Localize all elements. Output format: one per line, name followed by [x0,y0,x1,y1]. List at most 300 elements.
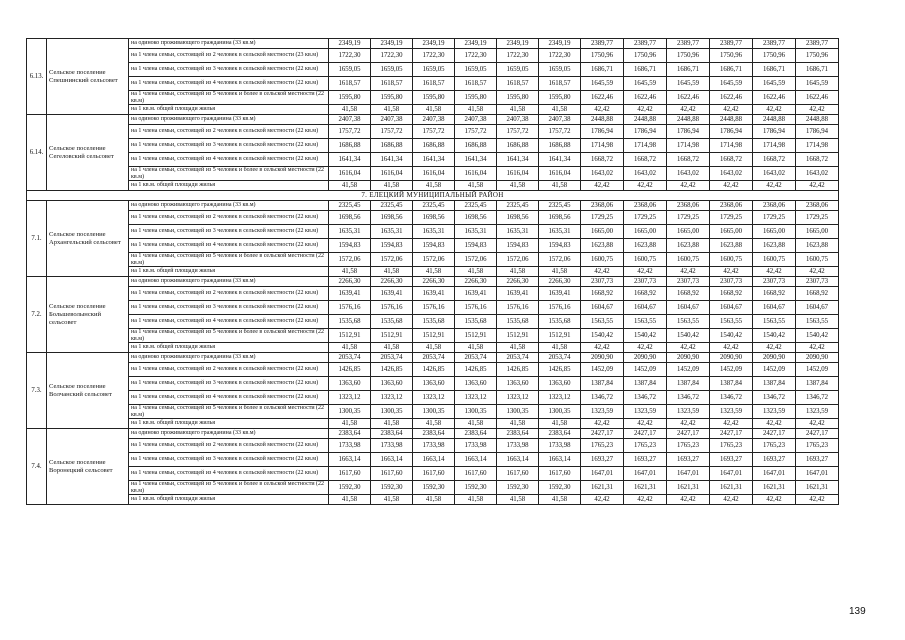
value-cell: 41,58 [497,495,539,505]
value-cell: 1622,46 [753,91,796,105]
table-row [27,63,839,77]
value-cell: 1665,00 [710,225,753,239]
value-cell: 1592,30 [497,481,539,495]
value-cell: 2266,30 [497,277,539,287]
value-cell: 42,42 [624,105,667,115]
value-cell: 1363,60 [413,377,455,391]
value-cell: 41,58 [413,495,455,505]
value-cell: 1668,72 [667,153,710,167]
value-cell: 1643,02 [710,167,753,181]
value-cell: 1621,31 [667,481,710,495]
value-cell: 2325,45 [371,201,413,211]
value-cell: 41,58 [455,105,497,115]
value-cell: 1426,85 [371,363,413,377]
value-cell: 1668,72 [796,153,839,167]
value-cell: 1647,01 [710,467,753,481]
table-row [27,91,839,105]
value-cell: 1729,25 [581,211,624,225]
value-cell: 1594,83 [329,239,371,253]
value-cell: 2090,90 [753,353,796,363]
value-cell: 1733,98 [455,439,497,453]
table-row [27,77,839,91]
value-cell: 1617,60 [539,467,581,481]
value-cell: 41,58 [497,105,539,115]
value-cell: 1659,05 [455,63,497,77]
value-cell: 41,58 [455,343,497,353]
value-cell: 1622,46 [796,91,839,105]
value-cell: 1512,91 [329,329,371,343]
value-cell: 1693,27 [581,453,624,467]
value-cell: 1535,68 [497,315,539,329]
value-cell: 1540,42 [710,329,753,343]
table-row [27,467,839,481]
value-cell: 42,42 [581,419,624,429]
value-cell: 1668,72 [753,153,796,167]
value-cell: 1592,30 [413,481,455,495]
value-cell: 1659,05 [371,63,413,77]
value-cell: 2090,90 [581,353,624,363]
value-cell: 1750,96 [624,49,667,63]
value-cell: 1635,31 [371,225,413,239]
table-row [27,481,839,495]
value-cell: 41,58 [413,181,455,191]
value-cell: 2266,30 [455,277,497,287]
value-cell: 41,58 [455,419,497,429]
value-cell: 2407,38 [413,115,455,125]
value-cell: 1452,09 [581,363,624,377]
value-cell: 1592,30 [329,481,371,495]
value-cell: 1426,85 [455,363,497,377]
value-cell: 2389,77 [581,39,624,49]
table-row [27,405,839,419]
value-cell: 1616,04 [497,167,539,181]
housing-cost-table [26,38,839,505]
value-cell: 41,58 [497,419,539,429]
value-cell: 1300,35 [329,405,371,419]
value-cell: 41,58 [329,419,371,429]
value-cell: 1387,84 [624,377,667,391]
value-cell: 2266,30 [539,277,581,287]
value-cell: 1535,68 [329,315,371,329]
value-cell: 1686,71 [624,63,667,77]
value-cell: 1323,12 [371,391,413,405]
value-cell: 1659,05 [497,63,539,77]
value-cell: 1698,56 [371,211,413,225]
value-cell: 1665,00 [581,225,624,239]
value-cell: 1635,31 [329,225,371,239]
value-cell: 41,58 [539,181,581,191]
value-cell: 42,42 [667,495,710,505]
value-cell: 1750,96 [753,49,796,63]
value-cell: 1595,80 [455,91,497,105]
value-cell: 2389,77 [667,39,710,49]
value-cell: 1563,55 [753,315,796,329]
row-description: на 1 члена семьи, состоящей из 2 человек в сельской местности (22 кв.м) [129,363,329,377]
value-cell: 1594,83 [371,239,413,253]
value-cell: 42,42 [710,105,753,115]
row-description: на одиноко проживающего гражданина (33 кв.м) [129,429,329,439]
value-cell: 1563,55 [581,315,624,329]
value-cell: 1563,55 [667,315,710,329]
value-cell: 1563,55 [796,315,839,329]
value-cell: 2427,17 [667,429,710,439]
table-row [27,301,839,315]
value-cell: 1616,04 [539,167,581,181]
value-cell: 41,58 [413,419,455,429]
value-cell: 1698,56 [497,211,539,225]
value-cell: 1540,42 [581,329,624,343]
value-cell: 1592,30 [455,481,497,495]
table-row [27,153,839,167]
value-cell: 1300,35 [539,405,581,419]
value-cell: 2427,17 [710,429,753,439]
row-description: на 1 члена семьи, состоящей из 2 человек в сельской местности (23 кв.м) [129,49,329,63]
value-cell: 1512,91 [371,329,413,343]
value-cell: 1641,34 [455,153,497,167]
value-cell: 1621,31 [796,481,839,495]
value-cell: 1595,80 [371,91,413,105]
value-cell: 42,42 [796,419,839,429]
value-cell: 1323,12 [539,391,581,405]
value-cell: 1387,84 [581,377,624,391]
value-cell: 1387,84 [710,377,753,391]
value-cell: 1576,16 [455,301,497,315]
row-description: на 1 члена семьи, состоящей из 5 человек и более в сельской местности (22 кв.м) [129,167,329,181]
value-cell: 41,58 [329,181,371,191]
value-cell: 2053,74 [497,353,539,363]
value-cell: 42,42 [624,267,667,277]
value-cell: 42,42 [624,495,667,505]
value-cell: 1750,96 [796,49,839,63]
value-cell: 1714,98 [667,139,710,153]
value-cell: 2090,90 [796,353,839,363]
table-row [27,439,839,453]
value-cell: 1346,72 [753,391,796,405]
value-cell: 1540,42 [753,329,796,343]
row-description: на 1 члена семьи, состоящей из 4 человек в сельской местности (22 кв.м) [129,77,329,91]
value-cell: 2307,73 [581,277,624,287]
value-cell: 1617,60 [497,467,539,481]
table-row [27,39,839,49]
value-cell: 2407,38 [539,115,581,125]
value-cell: 2407,38 [371,115,413,125]
settlement-number: 7.1. [27,201,47,277]
value-cell: 42,42 [667,181,710,191]
value-cell: 1616,04 [455,167,497,181]
value-cell: 1512,91 [455,329,497,343]
value-cell: 1686,88 [455,139,497,153]
table-row [27,453,839,467]
value-cell: 1604,67 [753,301,796,315]
settlement-number: 7.2. [27,277,47,353]
value-cell: 1693,27 [667,453,710,467]
value-cell: 1750,96 [710,49,753,63]
value-cell: 1600,75 [796,253,839,267]
value-cell: 1714,98 [796,139,839,153]
value-cell: 1757,72 [455,125,497,139]
table-row [27,201,839,211]
value-cell: 1647,01 [796,467,839,481]
value-cell: 41,58 [539,495,581,505]
value-cell: 2090,90 [624,353,667,363]
value-cell: 1786,94 [710,125,753,139]
value-cell: 1643,02 [624,167,667,181]
value-cell: 1387,84 [796,377,839,391]
settlement-name: Сельское поселение Архангельский сельсовет [47,201,129,277]
row-description: на 1 члена семьи, состоящей из 2 человек в сельской местности (22 кв.м) [129,287,329,301]
value-cell: 2349,19 [413,39,455,49]
value-cell: 2325,45 [455,201,497,211]
value-cell: 2307,73 [667,277,710,287]
value-cell: 2325,45 [497,201,539,211]
value-cell: 1572,06 [329,253,371,267]
row-description: на 1 члена семьи, состоящей из 3 человек в сельской местности (22 кв.м) [129,301,329,315]
value-cell: 1622,46 [624,91,667,105]
value-cell: 1641,34 [371,153,413,167]
value-cell: 1621,31 [710,481,753,495]
value-cell: 1665,00 [667,225,710,239]
value-cell: 1722,30 [371,49,413,63]
value-cell: 2349,19 [539,39,581,49]
value-cell: 41,58 [455,495,497,505]
value-cell: 1346,72 [624,391,667,405]
table-row [27,181,839,191]
value-cell: 1786,94 [581,125,624,139]
value-cell: 42,42 [753,495,796,505]
value-cell: 1639,41 [329,287,371,301]
value-cell: 2325,45 [413,201,455,211]
value-cell: 1663,14 [413,453,455,467]
value-cell: 2349,19 [497,39,539,49]
value-cell: 1323,59 [667,405,710,419]
value-cell: 1387,84 [753,377,796,391]
value-cell: 1686,88 [371,139,413,153]
table-row [27,253,839,267]
value-cell: 1346,72 [667,391,710,405]
value-cell: 41,58 [371,105,413,115]
value-cell: 1663,14 [371,453,413,467]
value-cell: 1426,85 [329,363,371,377]
value-cell: 1665,00 [753,225,796,239]
value-cell: 1595,80 [497,91,539,105]
row-description: на одиноко проживающего гражданина (33 кв.м) [129,277,329,287]
value-cell: 1647,01 [624,467,667,481]
value-cell: 1668,92 [796,287,839,301]
value-cell: 1572,06 [497,253,539,267]
value-cell: 1663,14 [539,453,581,467]
value-cell: 1733,98 [413,439,455,453]
value-cell: 1540,42 [796,329,839,343]
value-cell: 1594,83 [539,239,581,253]
value-cell: 42,42 [753,343,796,353]
value-cell: 1535,68 [455,315,497,329]
value-cell: 1765,23 [753,439,796,453]
value-cell: 1729,25 [753,211,796,225]
value-cell: 1576,16 [539,301,581,315]
value-cell: 1639,41 [497,287,539,301]
value-cell: 1617,60 [371,467,413,481]
value-cell: 2266,30 [371,277,413,287]
table-row [27,329,839,343]
value-cell: 2325,45 [539,201,581,211]
value-cell: 2307,73 [710,277,753,287]
row-description: на 1 члена семьи, состоящей из 5 человек и более в сельской местности (22 кв.м) [129,91,329,105]
value-cell: 1563,55 [624,315,667,329]
table-row [27,139,839,153]
value-cell: 1600,75 [667,253,710,267]
value-cell: 42,42 [753,105,796,115]
value-cell: 42,42 [796,181,839,191]
value-cell: 1786,94 [753,125,796,139]
table-row [27,267,839,277]
value-cell: 41,58 [371,267,413,277]
value-cell: 1757,72 [413,125,455,139]
value-cell: 1512,91 [413,329,455,343]
value-cell: 2325,45 [329,201,371,211]
table-row [27,429,839,439]
value-cell: 2266,30 [413,277,455,287]
value-cell: 42,42 [581,495,624,505]
value-cell: 2389,77 [796,39,839,49]
value-cell: 1323,12 [497,391,539,405]
value-cell: 2448,88 [796,115,839,125]
value-cell: 1594,83 [497,239,539,253]
page-number: 139 [849,606,866,617]
value-cell: 1668,92 [581,287,624,301]
value-cell: 1643,02 [796,167,839,181]
value-cell: 1668,92 [624,287,667,301]
value-cell: 2427,17 [796,429,839,439]
value-cell: 1645,59 [796,77,839,91]
value-cell: 1722,30 [329,49,371,63]
value-cell: 1604,67 [710,301,753,315]
value-cell: 2053,74 [371,353,413,363]
value-cell: 1363,60 [329,377,371,391]
value-cell: 1686,71 [796,63,839,77]
table-row [27,343,839,353]
value-cell: 2448,88 [710,115,753,125]
value-cell: 1668,72 [624,153,667,167]
value-cell: 2368,06 [710,201,753,211]
value-cell: 1665,00 [624,225,667,239]
value-cell: 1693,27 [710,453,753,467]
value-cell: 1594,83 [413,239,455,253]
section-title: 7. ЕЛЕЦКИЙ МУНИЦИПАЛЬНЫЙ РАЙОН [27,191,839,201]
value-cell: 1512,91 [539,329,581,343]
table-row [27,315,839,329]
row-description: на 1 члена семьи, состоящей из 3 человек в сельской местности (22 кв.м) [129,139,329,153]
value-cell: 1641,34 [329,153,371,167]
row-description: на 1 кв.м. общей площади жилья [129,343,329,353]
value-cell: 1600,75 [581,253,624,267]
value-cell: 1765,23 [796,439,839,453]
value-cell: 2383,64 [539,429,581,439]
value-cell: 1786,94 [624,125,667,139]
value-cell: 1639,41 [455,287,497,301]
value-cell: 1693,27 [753,453,796,467]
table-row [27,239,839,253]
value-cell: 2090,90 [667,353,710,363]
row-description: на 1 члена семьи, состоящей из 3 человек в сельской местности (22 кв.м) [129,377,329,391]
value-cell: 1663,14 [329,453,371,467]
value-cell: 1765,23 [667,439,710,453]
value-cell: 1622,46 [581,91,624,105]
value-cell: 1323,12 [455,391,497,405]
value-cell: 1323,59 [710,405,753,419]
value-cell: 1621,31 [753,481,796,495]
table-row [27,363,839,377]
value-cell: 41,58 [371,495,413,505]
value-cell: 1452,09 [710,363,753,377]
value-cell: 1535,68 [371,315,413,329]
value-cell: 1757,72 [539,125,581,139]
value-cell: 1426,85 [413,363,455,377]
value-cell: 1576,16 [329,301,371,315]
value-cell: 1618,57 [413,77,455,91]
value-cell: 2368,06 [667,201,710,211]
value-cell: 1750,96 [581,49,624,63]
value-cell: 1618,57 [539,77,581,91]
value-cell: 1623,88 [753,239,796,253]
value-cell: 1786,94 [667,125,710,139]
value-cell: 2407,38 [455,115,497,125]
value-cell: 1592,30 [371,481,413,495]
value-cell: 2053,74 [413,353,455,363]
value-cell: 1729,25 [624,211,667,225]
row-description: на 1 члена семьи, состоящей из 2 человек в сельской местности (22 кв.м) [129,211,329,225]
value-cell: 2307,73 [753,277,796,287]
value-cell: 42,42 [624,419,667,429]
value-cell: 1572,06 [539,253,581,267]
value-cell: 1452,09 [624,363,667,377]
value-cell: 1722,30 [455,49,497,63]
value-cell: 1635,31 [413,225,455,239]
value-cell: 1729,25 [667,211,710,225]
value-cell: 1659,05 [329,63,371,77]
value-cell: 41,58 [413,343,455,353]
value-cell: 42,42 [710,419,753,429]
row-description: на 1 члена семьи, состоящей из 5 человек и более в сельской местности (22 кв.м) [129,481,329,495]
value-cell: 1757,72 [497,125,539,139]
value-cell: 1621,31 [581,481,624,495]
settlement-name: Сельское поселение Спешнинский сельсовет [47,39,129,115]
value-cell: 1623,88 [796,239,839,253]
value-cell: 2427,17 [581,429,624,439]
value-cell: 2383,64 [329,429,371,439]
row-description: на 1 кв.м. общей площади жилья [129,181,329,191]
value-cell: 1663,14 [497,453,539,467]
value-cell: 42,42 [581,105,624,115]
value-cell: 1594,83 [455,239,497,253]
table-row [27,419,839,429]
value-cell: 1452,09 [796,363,839,377]
value-cell: 1572,06 [455,253,497,267]
value-cell: 1639,41 [539,287,581,301]
value-cell: 1346,72 [710,391,753,405]
value-cell: 2368,06 [624,201,667,211]
row-description: на 1 члена семьи, состоящей из 2 человек в сельской местности (22 кв.м) [129,125,329,139]
value-cell: 2349,19 [455,39,497,49]
table-row [27,377,839,391]
value-cell: 1714,98 [710,139,753,153]
value-cell: 42,42 [667,267,710,277]
value-cell: 1686,71 [753,63,796,77]
section-header-row [27,191,839,201]
value-cell: 1635,31 [455,225,497,239]
value-cell: 1346,72 [581,391,624,405]
value-cell: 1733,98 [497,439,539,453]
value-cell: 2427,17 [753,429,796,439]
